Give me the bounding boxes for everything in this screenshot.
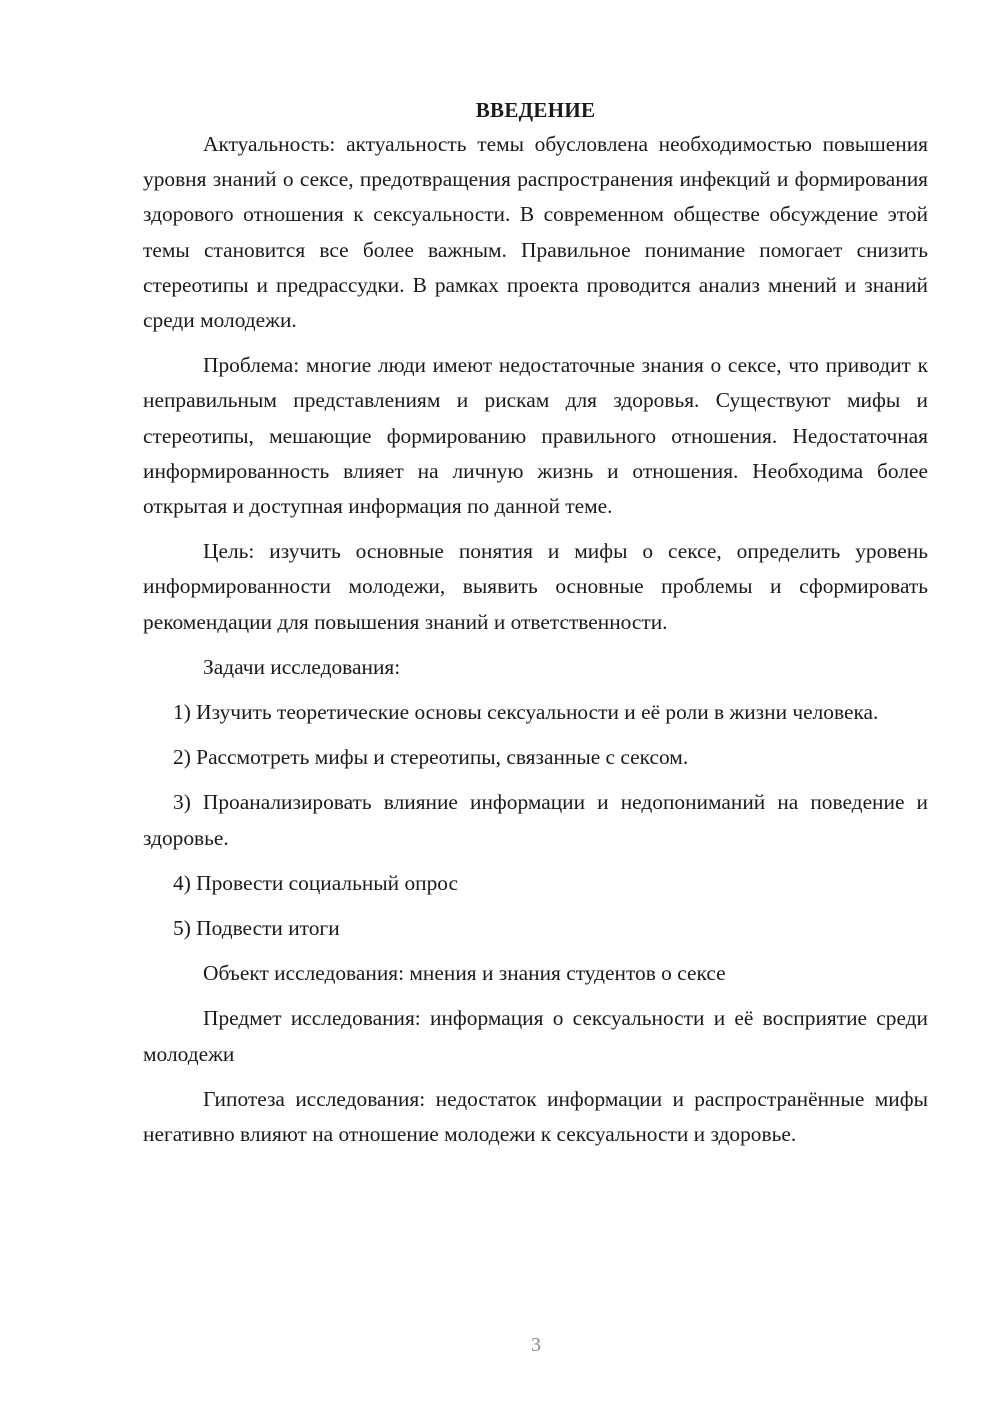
problem-paragraph: Проблема: многие люди имеют недостаточные знания о сексе, что приводит к неправильным представлениям и рискам для здоровья. Существуют мифы и стереотипы, мешающие формированию правильного отношения. Недостаточная информированность влияет на личную жизнь и отношения. Необходима более открытая и доступная информация по данной теме. xyxy=(143,353,928,519)
hypothesis-paragraph: Гипотеза исследования: недостаток информации и распространённые мифы негативно влияют на отношение молодежи к сексуальности и здоровье. xyxy=(143,1086,928,1147)
tasks-heading: Задачи исследования: xyxy=(203,654,401,679)
relevance-paragraph: Актуальность: актуальность темы обусловлена необходимостью повышения уровня знаний о сексе, предотвращения распространения инфекций и формирования здорового отношения к сексуальности. В современном обществе обсуждение этой темы становится все более важным. Правильное понимание помогает снизить стереотипы и предрассудки. В рамках проекта проводится анализ мнений и знаний среди молодежи. xyxy=(143,132,928,333)
task-item: 5) Подвести итоги xyxy=(173,916,340,941)
object-paragraph: Объект исследования: мнения и знания студентов о сексе xyxy=(203,961,726,986)
task-item: 4) Провести социальный опрос xyxy=(173,870,459,895)
page-title: ВВЕДЕНИЕ xyxy=(475,98,596,122)
task-item: 2) Рассмотреть мифы и стереотипы, связанные с сексом. xyxy=(173,745,689,770)
task-item: 1) Изучить теоретические основы сексуальности и её роли в жизни человека. xyxy=(173,700,879,725)
goal-paragraph: Цель: изучить основные понятия и мифы о сексе, определить уровень информированности молодежи, выявить основные проблемы и сформировать рекомендации для повышения знаний и ответственности. xyxy=(143,539,928,634)
page-number: 3 xyxy=(531,1334,541,1356)
task-item: 3) Проанализировать влияние информации и недопониманий на поведение и здоровье. xyxy=(143,790,928,850)
document-page xyxy=(143,95,928,1152)
subject-paragraph: Предмет исследования: информация о сексуальности и её восприятие среди молодежи xyxy=(143,1006,928,1066)
